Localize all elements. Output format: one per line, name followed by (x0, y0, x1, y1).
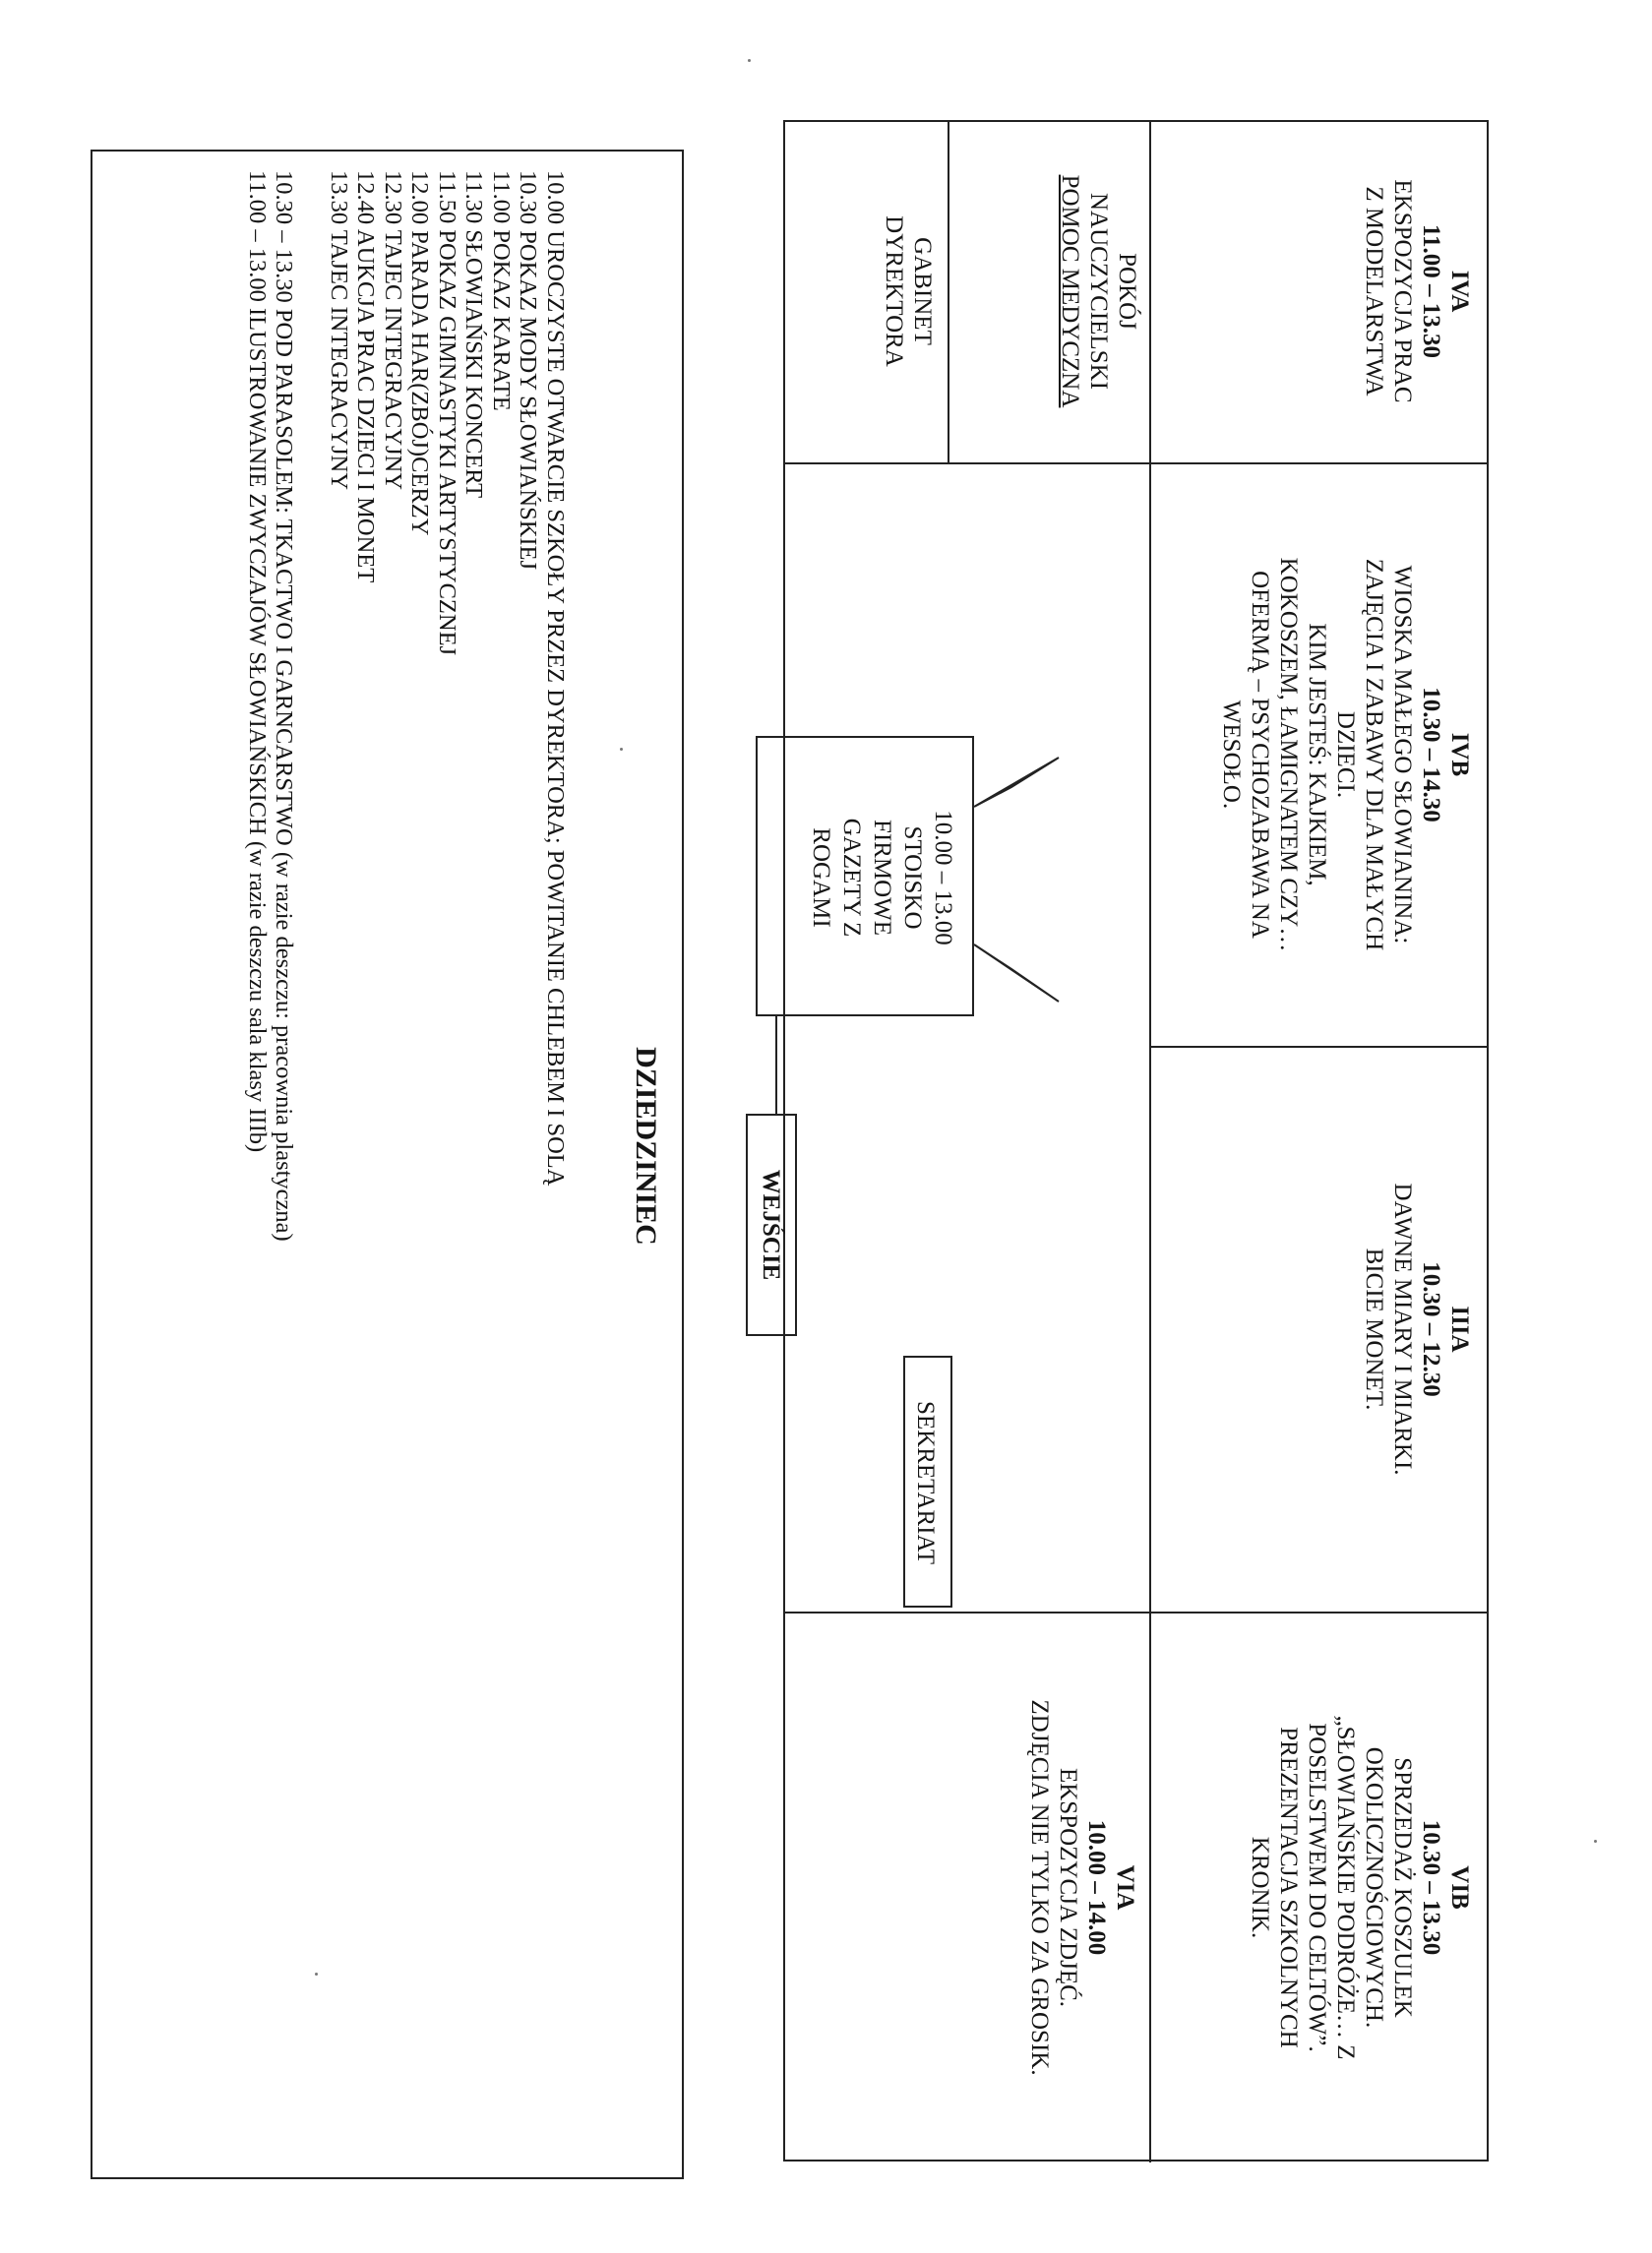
room-ivb-line: KOKOSZEM, ŁAMIGNATEM CZY… (1275, 557, 1302, 952)
pokoj-line: POKÓJ (1114, 253, 1140, 330)
room-ivb-name: IVB (1446, 732, 1473, 777)
schedule-extra: 10.30 – 13.30 POD PARASOLEM: TKACTWO I GARNCARSTWO (w razie deszczu: pracownia plastyczna) (271, 170, 298, 1242)
room-ivb-line: OFERMĄ – PSYCHOZABAWA NA (1247, 571, 1273, 939)
room-iva (1153, 123, 1488, 459)
scan-speck (620, 748, 623, 751)
scan-speck (748, 59, 751, 62)
scan-speck (1594, 1840, 1597, 1843)
pokoj-line: NAUCZYCIELSKI (1085, 193, 1112, 390)
room-iiia-time: 10.30 – 12.30 (1418, 1261, 1444, 1397)
room-vib-name: VIB (1446, 1865, 1473, 1910)
room-vib-line: SPRZEDAŻ KOSZULEK (1389, 1757, 1416, 2018)
dziedziniec-schedule (96, 162, 569, 2061)
scan-speck (315, 1973, 318, 1976)
room-vib-line: KRONIK. (1247, 1836, 1273, 1939)
room-ivb-line: WIOSKA MAŁEGO SŁOWIANINA: (1389, 565, 1416, 944)
schedule-item: 10.00 UROCZYSTE OTWARCIE SZKOŁY PRZEZ DYREKTORA; POWITANIE CHLEBEM I SOLĄ (542, 170, 569, 1187)
path-line (775, 1016, 777, 1115)
schedule-item: 12.40 AUKCJA PRAC DZIECI I MONET (352, 170, 380, 583)
room-ivb-time: 10.30 – 14.30 (1418, 687, 1444, 822)
schedule-item: 12.30 TAJEC INTEGRACYJNY (380, 170, 406, 490)
room-via-name: VIA (1112, 1864, 1138, 1911)
room-vib-time: 10.30 – 13.30 (1418, 1819, 1444, 1956)
wall-lower-court (783, 1368, 785, 1614)
room-via-time: 10.00 – 14.00 (1083, 1819, 1110, 1956)
room-via-line: EKSPOZYCJA ZDJĘĆ. (1055, 1767, 1081, 2008)
room-iva-line: EKSPOZYCJA PRAC (1389, 179, 1416, 403)
room-ivb-line: ZAJĘCIA I ZABAWY DLA MAŁYCH (1361, 558, 1387, 951)
room-iiia-line: DAWNE MIARY I MIARKI. (1389, 1183, 1416, 1476)
schedule-item: 12.00 PARADA HAR(ZBÓJ)CERZY (406, 170, 434, 536)
gabinet-line: DYREKTORA (881, 215, 907, 367)
stoisko-line: FIRMOWE (869, 819, 895, 937)
stoisko-line: STOISKO (899, 825, 926, 930)
room-vib-line: „SŁOWIAŃSKIE PODRÓŻE… Z (1332, 1715, 1359, 2060)
room-vib-line: PREZENTACJA SZKOLNYCH (1275, 1727, 1302, 2048)
room-iiia-name: IIIA (1446, 1306, 1473, 1353)
stoisko-line: GAZETY Z (838, 818, 865, 938)
room-vib-line: POSELSTWEM DO CELTÓW”. (1304, 1723, 1330, 2052)
room-ivb-line: KIM JESTEŚ: KAJKIEM, (1304, 623, 1330, 886)
pomoc-medyczna-label: POMOC MEDYCZNA (1057, 174, 1083, 408)
wall-ivb-iiia (1149, 1046, 1489, 1048)
schedule-item: 10.30 POKAZ MODY SŁOWIAŃSKIEJ (515, 170, 542, 571)
room-via-line: ZDJĘCIA NIE TYLKO ZA GROSIK. (1026, 1699, 1053, 2076)
room-ivb (1153, 465, 1488, 1044)
schedule-item: 11.30 SŁOWIAŃSKI KONCERT (460, 170, 488, 499)
wall-iva-ivb (783, 462, 1489, 464)
dziedziniec-title: DZIEDZINIEC (630, 1047, 662, 1246)
room-vib (1153, 1614, 1488, 2161)
room-ivb-line: DZIECI. (1332, 710, 1359, 799)
wall-pokoj (948, 120, 949, 464)
schedule-item: 13.30 TAJEC INTEGRACYJNY (326, 170, 352, 490)
schedule-item: 11.00 POKAZ KARATE (488, 170, 515, 411)
sekretariat-label: SEKRETARIAT (912, 1400, 939, 1565)
room-gabinet-dyrektora (789, 123, 947, 459)
room-iiia-line: BICIE MONET. (1361, 1248, 1387, 1411)
schedule-gap (298, 170, 326, 2061)
gabinet-line: GABINET (909, 237, 936, 345)
schedule-extra: 11.00 – 13.00 ILUSTROWANIE ZWYCZAJÓW SŁOWIAŃSKICH (w razie deszczu sala klasy IIIb) (244, 170, 271, 1153)
room-via (783, 1614, 1147, 2161)
room-iva-name: IVA (1446, 270, 1473, 313)
stoisko-line: ROGAMI (808, 827, 834, 928)
stoisko-label (760, 740, 968, 1015)
room-ivb-line: WESOŁO. (1218, 700, 1245, 810)
schedule-item: 11.50 POKAZ GIMNASTYKI ARTYSTYCZNEJ (434, 170, 460, 656)
stoisko-flag-lines (964, 738, 1063, 1033)
wall-vib-via (1149, 1612, 1151, 2162)
wall-iiia-vi (783, 1612, 1489, 1614)
room-iva-line: Z MODELARSTWA (1361, 186, 1387, 396)
stoisko-line: 10.00 – 13.00 (930, 810, 956, 945)
wejscie-label: WEJŚCIE (758, 1169, 784, 1281)
room-iiia (1153, 1049, 1488, 1610)
room-pokoj-nauczycielski (950, 123, 1147, 459)
room-iva-time: 11.00 – 13.30 (1418, 223, 1444, 359)
room-vib-line: OKOLICZNOŚCIOWYCH. (1361, 1746, 1387, 2029)
